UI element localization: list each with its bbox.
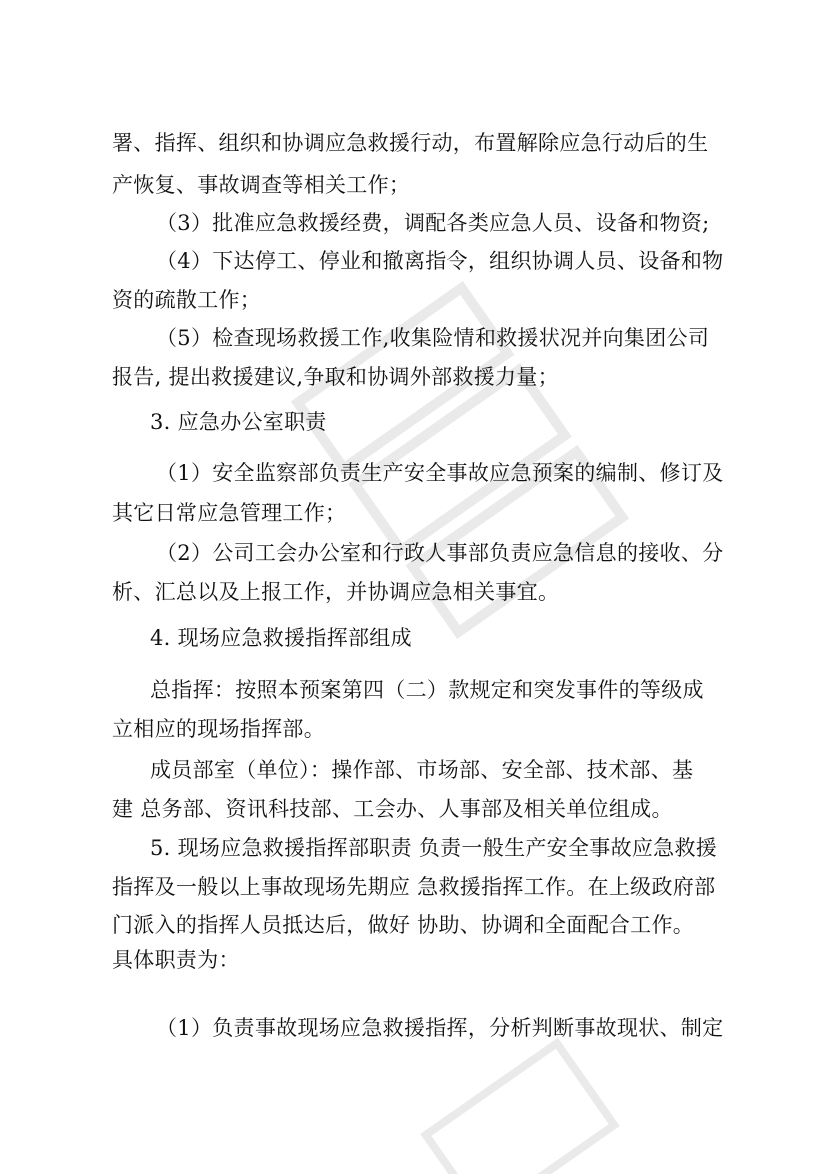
text-line-12: 析、汇总以及上报工作，并协调应急相关事宜。 (112, 580, 560, 604)
text-line-17: 建 总务部、资讯科技部、工会办、人事部及相关单位组成。 (112, 797, 673, 821)
text-line-1: 署、指挥、组织和协调应急救援行动，布置解除应急行动后的生 (112, 131, 709, 155)
text-line-7: 报告, 提出救援建议,争取和协调外部救援力量； (112, 365, 559, 389)
text-line-6: （5）检查现场救援工作,收集险情和救援状况并向集团公司 (156, 326, 710, 350)
section-heading-5: 5. 现场应急救援指挥部职责 负责一般生产安全事故应急救援 (150, 836, 718, 860)
text-line-9: （1）安全监察部负责生产安全事故应急预案的编制、修订及 (156, 461, 724, 485)
text-line-4: （4）下达停工、停业和撤离指令，组织协调人员、设备和物 (156, 249, 724, 273)
section-heading-4: 4. 现场应急救援指挥部组成 (150, 626, 412, 650)
text-line-10: 其它日常应急管理工作； (112, 501, 347, 525)
section-heading-3: 3. 应急办公室职责 (150, 410, 327, 434)
text-line-19: 指挥及一般以上事故现场先期应 急救援指挥工作。在上级政府部 (112, 875, 716, 899)
text-line-3: （3）批准应急救援经费，调配各类应急人员、设备和物资; (156, 211, 710, 235)
text-line-15: 立相应的现场指挥部。 (112, 717, 325, 741)
text-line-11: （2）公司工会办公室和行政人事部负责应急信息的接收、分 (156, 541, 724, 565)
text-line-14: 总指挥：按照本预案第四（二）款规定和突发事件的等级成 (150, 678, 704, 702)
text-line-5: 资的疏散工作； (112, 288, 262, 312)
text-line-22: （1）负责事故现场应急救援指挥，分析判断事故现状、制定 (156, 1016, 724, 1040)
text-line-20: 门派入的指挥人员抵达后，做好 协助、协调和全面配合工作。 (112, 913, 695, 937)
text-line-16: 成员部室（单位）：操作部、市场部、安全部、技术部、基 (150, 758, 694, 782)
text-line-21: 具体职责为： (112, 948, 240, 972)
text-line-2: 产恢复、事故调查等相关工作； (112, 173, 411, 197)
